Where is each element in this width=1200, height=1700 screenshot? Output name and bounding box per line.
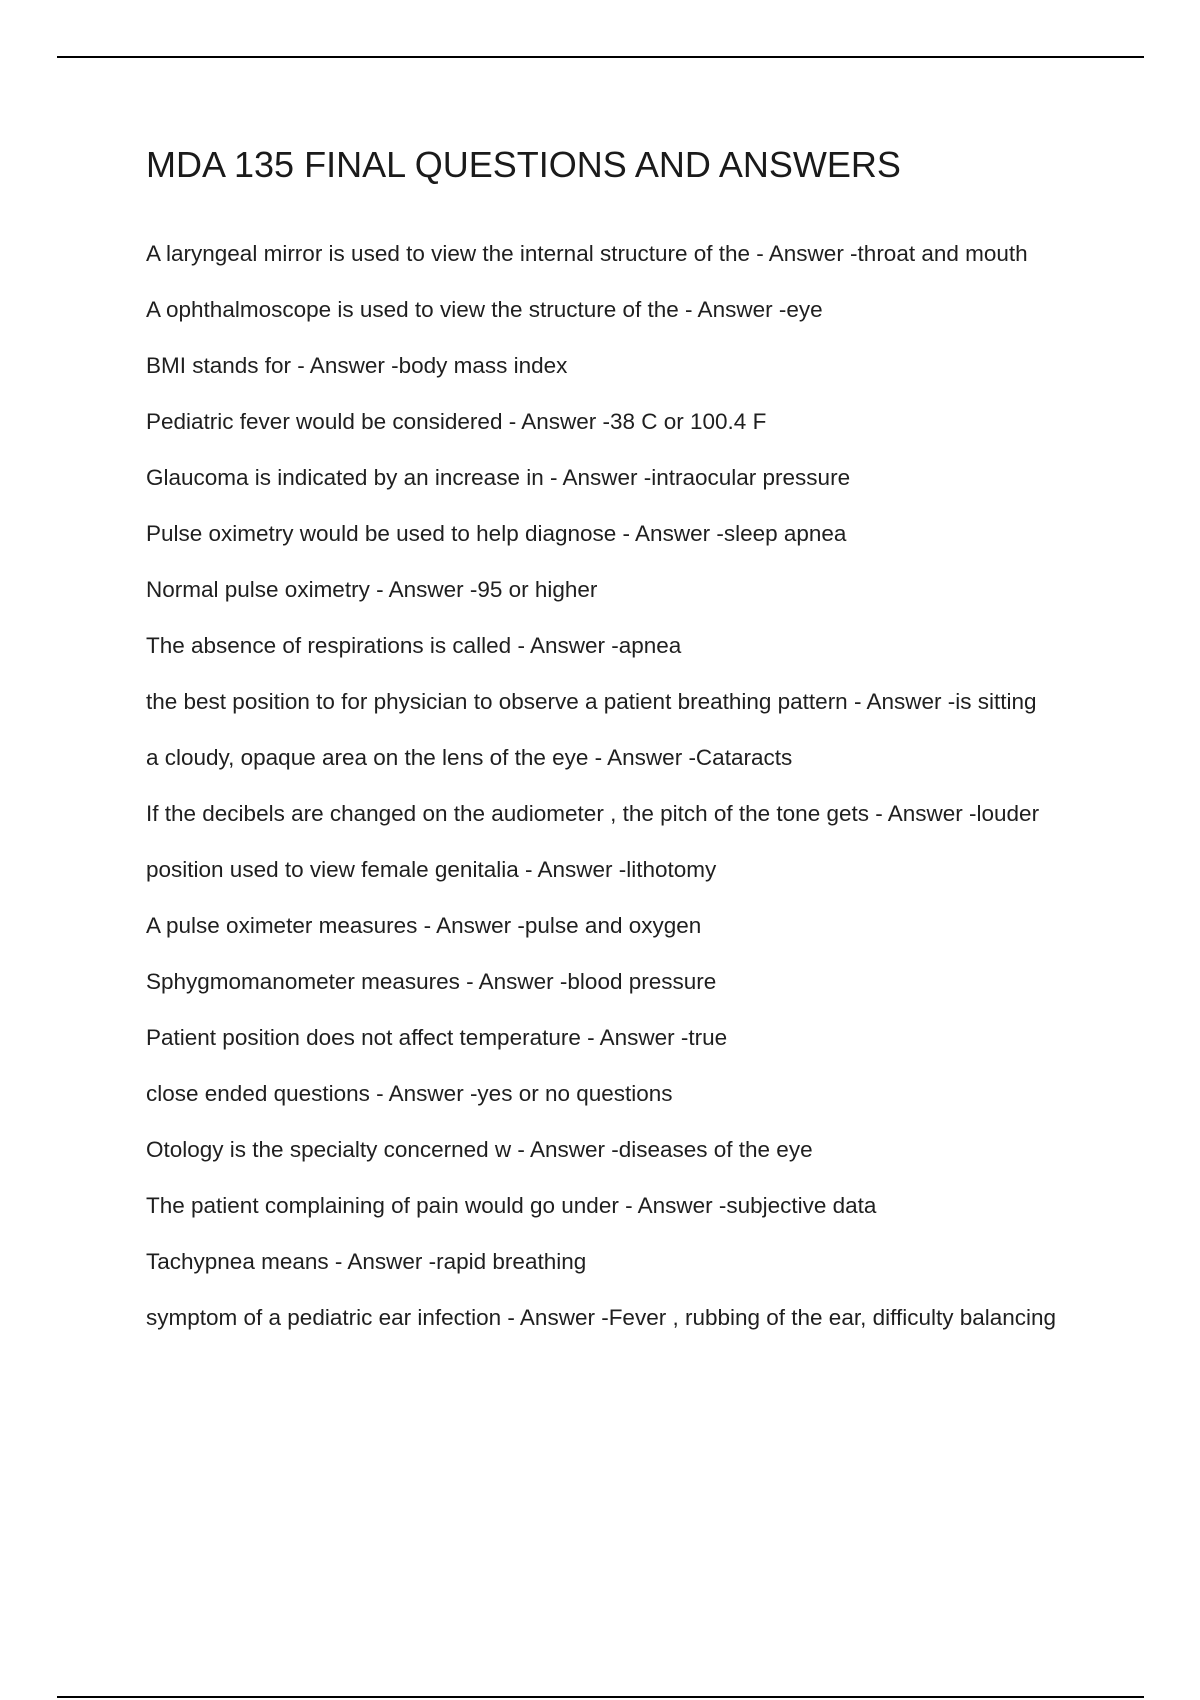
- qa-item: Glaucoma is indicated by an increase in - Answer -intraocular pressure: [146, 465, 851, 490]
- qa-list: [146, 240, 1066, 1332]
- qa-item: Pediatric fever would be considered - Answer -38 C or 100.4 F: [146, 409, 767, 434]
- qa-item: Sphygmomanometer measures - Answer -blood pressure: [146, 969, 717, 994]
- qa-item: A pulse oximeter measures - Answer -pulse and oxygen: [146, 913, 702, 938]
- qa-item: If the decibels are changed on the audiometer , the pitch of the tone gets - Answer -louder: [146, 801, 1040, 826]
- qa-item: close ended questions - Answer -yes or no questions: [146, 1081, 673, 1106]
- qa-item: position used to view female genitalia - Answer -lithotomy: [146, 857, 717, 882]
- qa-item: A ophthalmoscope is used to view the structure of the - Answer -eye: [146, 297, 823, 322]
- qa-item: symptom of a pediatric ear infection - Answer -Fever , rubbing of the ear, difficulty balancing: [146, 1305, 1057, 1330]
- qa-item: Normal pulse oximetry - Answer -95 or higher: [146, 577, 598, 602]
- qa-item: The patient complaining of pain would go under - Answer -subjective data: [146, 1193, 877, 1218]
- qa-item: A laryngeal mirror is used to view the internal structure of the - Answer -throat and mouth: [146, 241, 1028, 266]
- bottom-rule: [57, 1696, 1144, 1698]
- document-body: [146, 142, 1066, 1360]
- top-rule: [57, 56, 1144, 58]
- qa-item: Otology is the specialty concerned w - Answer -diseases of the eye: [146, 1137, 813, 1162]
- qa-item: Pulse oximetry would be used to help diagnose - Answer -sleep apnea: [146, 521, 847, 546]
- qa-item: Tachypnea means - Answer -rapid breathing: [146, 1249, 587, 1274]
- qa-item: BMI stands for - Answer -body mass index: [146, 353, 568, 378]
- qa-item: The absence of respirations is called - Answer -apnea: [146, 633, 682, 658]
- qa-item: a cloudy, opaque area on the lens of the eye - Answer -Cataracts: [146, 745, 793, 770]
- qa-item: Patient position does not affect temperature - Answer -true: [146, 1025, 728, 1050]
- page-title: MDA 135 FINAL QUESTIONS AND ANSWERS: [146, 144, 901, 185]
- qa-item: the best position to for physician to observe a patient breathing pattern - Answer -is sitting: [146, 689, 1037, 714]
